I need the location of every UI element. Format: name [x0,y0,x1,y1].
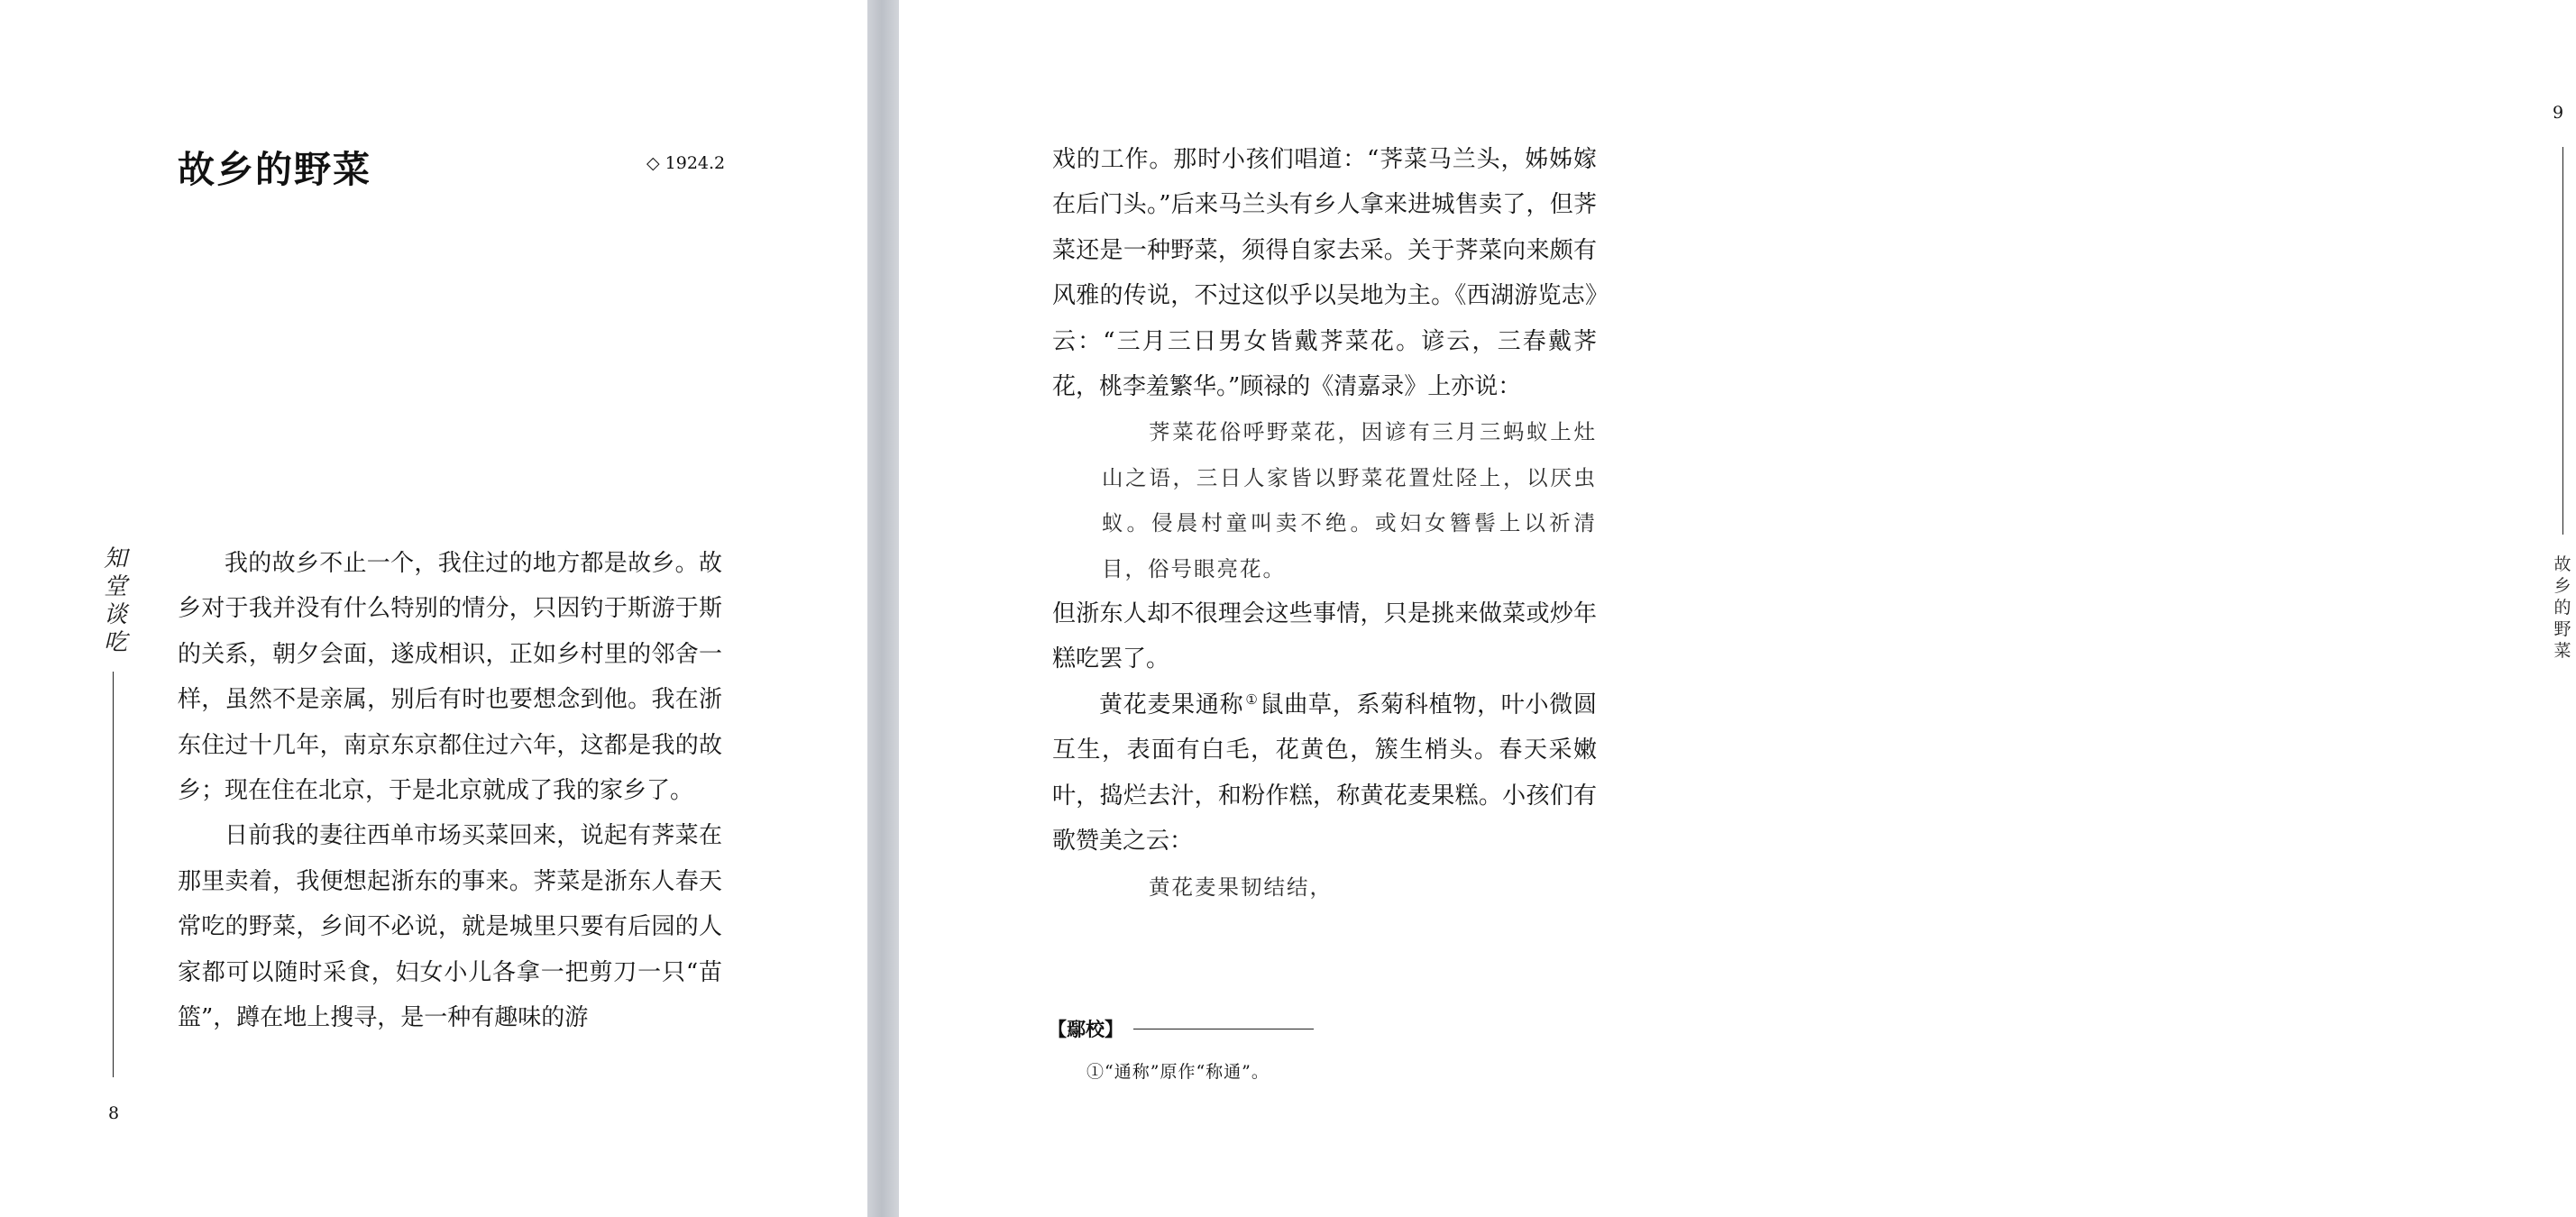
essay-title: 故乡的野菜 [178,148,371,191]
running-title-char: 乡 [2553,576,2571,596]
paragraph: 戏的工作。那时小孩们唱道：“荠菜马兰头，姊姊嫁在后门头。”后来马兰头有乡人拿来进城售卖了，但荠菜还是一种野菜，须得自家去采。关于荠菜向来颇有风雅的传说，不过这似乎以吴地为主。《西湖游览志》云：“三月三日男女皆戴荠菜花。谚云，三春戴荠花，桃李羞繁华。”顾禄的《清嘉录》上亦说： [1052,146,1597,401]
essay-date: ◇ 1924.2 [646,153,726,173]
left-page [0,0,867,1217]
paragraph: 但浙东人却不很理会这些事情，只是挑来做菜或炒年糕吃罢了。 [1052,600,1597,673]
running-title-vertical [2549,554,2576,662]
book-gutter [867,0,899,1217]
running-title-char: 野 [2553,619,2571,639]
running-title-char: 的 [2553,598,2571,618]
left-body-text [178,541,722,1040]
footnote-mark: ① [1086,1062,1105,1082]
margin-rule [113,672,114,1077]
brand-char: 吃 [103,629,127,656]
paragraph [1052,682,1597,865]
page-number: 8 [108,1103,120,1123]
footnote [1086,1058,1270,1083]
page-number: 9 [2553,103,2564,123]
running-title-char: 故 [2553,554,2571,574]
paragraph-text: 鼠曲草，系菊科植物，叶小微圆互生，表面有白毛，花黄色，簇生梢头。春天采嫩叶，捣烂去汁，和粉作糕，称黄花麦果糕。小孩们有歌赞美之云： [1052,691,1597,856]
notes-heading: 【鄢校】 [1048,1018,1123,1040]
right-body-text [1052,137,1597,910]
block-quote: 荠菜花俗呼野菜花，因谚有三月三蚂蚁上灶山之语，三日人家皆以野菜花置灶陉上，以厌虫蚁。侵晨村童叫卖不绝。或妇女簪髻上以祈清目，俗号眼亮花。 [1102,419,1597,581]
margin-rule [2562,147,2563,535]
block-quote: 黄花麦果韧结结， [1149,874,1333,900]
running-title-char: 菜 [2553,641,2571,661]
footnote-ref[interactable]: ① [1245,691,1259,708]
brand-char: 堂 [103,573,127,600]
brand-char: 知 [103,545,127,572]
paragraph-text: 黄花麦果通称 [1099,691,1244,718]
brand-char: 谈 [103,601,127,628]
paragraph: 日前我的妻往西单市场买菜回来，说起有荠菜在那里卖着，我便想起浙东的事来。荠菜是浙东人春天常吃的野菜，乡间不必说，就是城里只要有后园的人家都可以随时采食，妇女小儿各拿一把剪刀一只“苗篮”，蹲在地上搜寻，是一种有趣味的游 [178,822,722,1032]
paragraph: 我的故乡不止一个，我住过的地方都是故乡。故乡对于我并没有什么特别的情分，只因钓于斯游于斯的关系，朝夕会面，遂成相识，正如乡村里的邻舍一样，虽然不是亲属，别后有时也要想念到他。我在浙东住过十几年，南京东京都住过六年，这都是我的故乡；现在住在北京，于是北京就成了我的家乡了。 [178,550,722,805]
series-calligraphy-mark [97,545,133,657]
footnote-text: “通称”原作“称通”。 [1105,1062,1270,1082]
